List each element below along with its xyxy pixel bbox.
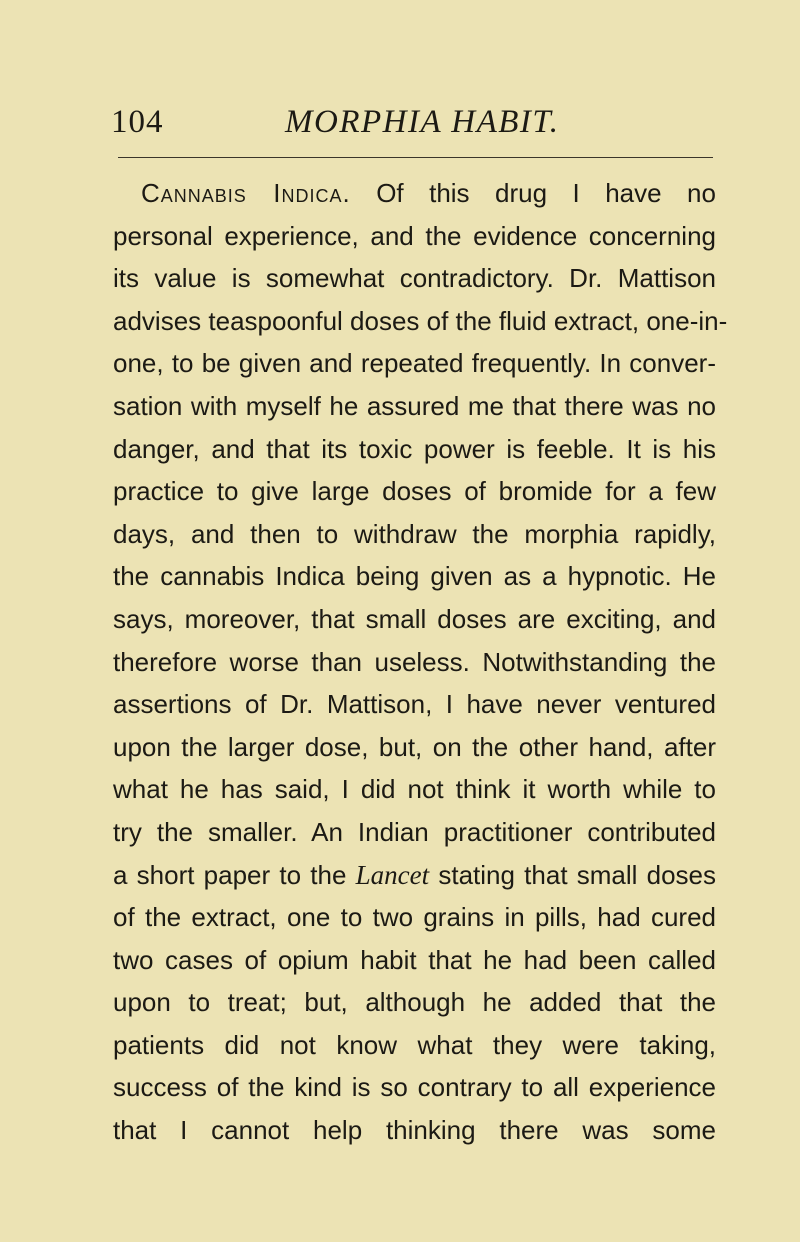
text-line: what he has said, I did not think it worth while to: [113, 774, 716, 805]
text-line: says, moreover, that small doses are exciting, and: [113, 603, 716, 634]
journal-title: Lancet: [355, 859, 430, 890]
text-line: two cases of opium habit that he had been called: [113, 944, 716, 975]
header-rule: [118, 157, 713, 158]
text-line: personal experience, and the evidence concerning: [113, 220, 716, 251]
text-line: assertions of Dr. Mattison, I have never ventured: [113, 689, 716, 720]
body-text: [113, 172, 728, 1152]
text-line: of the extract, one to two grains in pills, had cured: [113, 902, 716, 933]
text-line: upon the larger dose, but, on the other hand, after: [113, 731, 716, 762]
text-line: sation with myself he assured me that there was no: [113, 390, 716, 421]
text-line: Cannabis Indica. Of this drug I have no: [141, 178, 716, 208]
text-line: upon to treat; but, although he added that the: [113, 987, 716, 1018]
running-head: [0, 100, 800, 146]
text-line: the cannabis Indica being given as a hypnotic. He: [113, 561, 716, 592]
text-line: advises teaspoonful doses of the fluid extract, one-in-: [113, 305, 728, 336]
page-number: 104: [111, 104, 164, 140]
text-line: one, to be given and repeated frequently. In conver-: [113, 348, 716, 379]
text-line: practice to give large doses of bromide for a few: [113, 476, 716, 507]
section-heading: Cannabis Indica.: [141, 178, 351, 208]
text-line: patients did not know what they were taking,: [113, 1029, 716, 1060]
text-line: success of the kind is so contrary to all experience: [113, 1072, 716, 1103]
text-line: days, and then to withdraw the morphia rapidly,: [113, 518, 716, 549]
text-line: danger, and that its toxic power is feeble. It is his: [113, 433, 716, 464]
text-line: its value is somewhat contradictory. Dr. Mattison: [113, 263, 716, 294]
text-line: that I cannot help thinking there was some: [113, 1115, 716, 1146]
running-title: MORPHIA HABIT.: [285, 104, 560, 140]
text-line: try the smaller. An Indian practitioner contributed: [113, 816, 716, 847]
text-line: a short paper to the Lancet stating that small doses: [113, 859, 716, 890]
text-line: therefore worse than useless. Notwithstanding the: [113, 646, 716, 677]
